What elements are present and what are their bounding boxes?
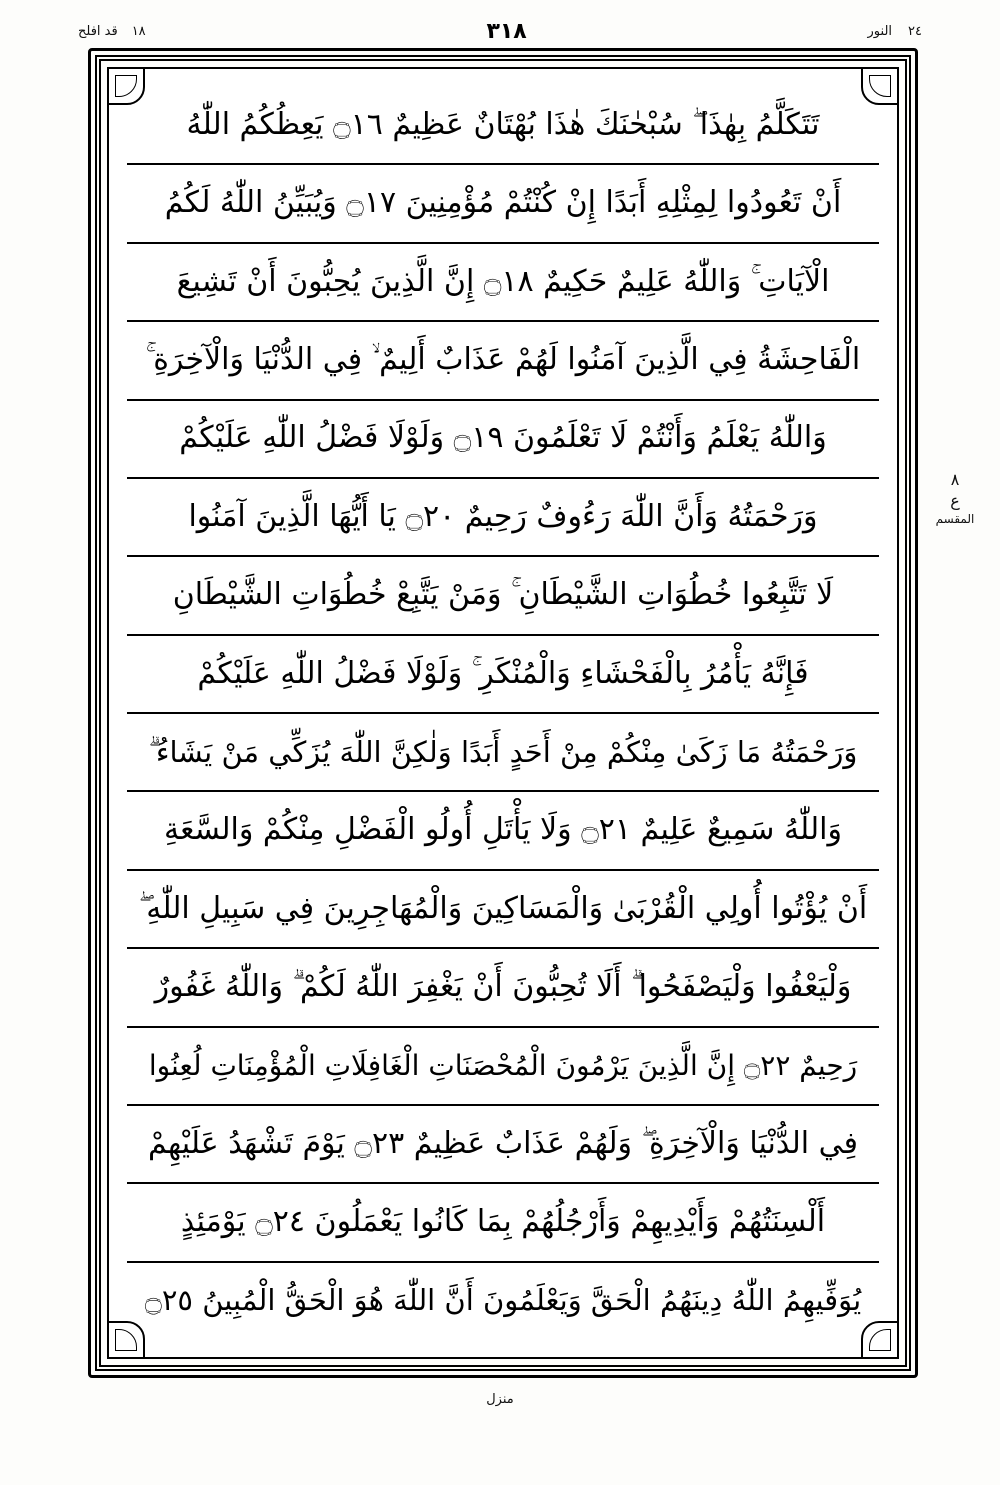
- para-name-label: قد افلح: [78, 23, 118, 39]
- text-line-content: رَحِيمٌ ۝٢٢ إِنَّ الَّذِينَ يَرْمُونَ الْمُحْصَنَاتِ الْغَافِلَاتِ الْمُؤْمِنَاتِ لُعِنُوا: [148, 1048, 858, 1082]
- text-line: [127, 87, 879, 165]
- text-line-content: يُوَفِّيهِمُ اللّٰهُ دِينَهُمُ الْحَقَّ وَيَعْلَمُونَ أَنَّ اللّٰهَ هُوَ الْحَقُّ الْمُبِينُ ۝٢٥: [144, 1283, 862, 1318]
- text-line: [127, 1028, 879, 1106]
- text-line: [127, 1263, 879, 1339]
- quran-text-block: [127, 87, 879, 1339]
- margin-ruku-note: [934, 470, 976, 527]
- text-line-content: الْآيَاتِ ۚ وَاللّٰهُ عَلِيمٌ حَكِيمٌ ۝١٨ إِنَّ الَّذِينَ يُحِبُّونَ أَنْ تَشِيعَ: [176, 263, 830, 299]
- text-line-content: وَلْيَعْفُوا وَلْيَصْفَحُوا ۗ أَلَا تُحِبُّونَ أَنْ يَغْفِرَ اللّٰهُ لَكُمْ ۗ وَاللّٰهُ غَفُورٌ: [154, 969, 852, 1005]
- text-area-frame: [107, 67, 899, 1359]
- text-line: [127, 1106, 879, 1184]
- text-line-content: تَتَكَلَّمُ بِهٰذَا ۖ سُبْحٰنَكَ هٰذَا بُهْتَانٌ عَظِيمٌ ۝١٦ يَعِظُكُمُ اللّٰهُ: [186, 106, 820, 142]
- text-line-content: لَا تَتَّبِعُوا خُطُوَاتِ الشَّيْطَانِ ۚ وَمَنْ يَتَّبِعْ خُطُوَاتِ الشَّيْطَانِ: [172, 577, 834, 613]
- page-footer: منزل: [486, 1392, 514, 1407]
- text-line-content: الْفَاحِشَةُ فِي الَّذِينَ آمَنُوا لَهُمْ عَذَابٌ أَلِيمٌ ۙ فِي الدُّنْيَا وَالْآخِرَةِ ۚ: [145, 342, 861, 378]
- text-line: [127, 949, 879, 1027]
- text-line: [127, 871, 879, 949]
- text-line: [127, 557, 879, 635]
- text-line: [127, 714, 879, 792]
- page-number: ٣١٨: [486, 18, 527, 44]
- text-line: [127, 1184, 879, 1262]
- text-line: [127, 401, 879, 479]
- text-line-content: فَإِنَّهُ يَأْمُرُ بِالْفَحْشَاءِ وَالْمُنْكَرِ ۚ وَلَوْلَا فَضْلُ اللّٰهِ عَلَيْكُمْ: [197, 655, 809, 691]
- text-line: [127, 244, 879, 322]
- header-para-group: [78, 25, 146, 38]
- text-line: [127, 322, 879, 400]
- surah-name-label: النور: [867, 23, 893, 39]
- para-number-label: ١٨: [131, 23, 146, 39]
- text-line-content: وَاللّٰهُ يَعْلَمُ وَأَنْتُمْ لَا تَعْلَمُونَ ۝١٩ وَلَوْلَا فَضْلُ اللّٰهِ عَلَيْكُمْ: [179, 420, 827, 456]
- text-line: [127, 165, 879, 243]
- margin-note-label: المقسم: [935, 511, 975, 526]
- text-line: [127, 792, 879, 870]
- text-line-content: وَرَحْمَتُهُ مَا زَكَىٰ مِنْكُمْ مِنْ أَحَدٍ أَبَدًا وَلٰكِنَّ اللّٰهَ يُزَكِّي مَنْ يَشَاءُ ۗ: [148, 734, 858, 769]
- text-line: [127, 479, 879, 557]
- page-border-frame: [88, 48, 918, 1378]
- margin-note-ain: ع: [950, 490, 960, 510]
- text-line-content: أَلْسِنَتُهُمْ وَأَيْدِيهِمْ وَأَرْجُلُهُمْ بِمَا كَانُوا يَعْمَلُونَ ۝٢٤ يَوْمَئِذٍ: [180, 1204, 826, 1240]
- text-line: [127, 636, 879, 714]
- text-line-content: أَنْ يُؤْتُوا أُولِي الْقُرْبَىٰ وَالْمَسَاكِينَ وَالْمُهَاجِرِينَ فِي سَبِيلِ اللّٰهِ ۖ: [138, 890, 868, 926]
- margin-note-number: ٨: [950, 470, 960, 489]
- text-line-content: فِي الدُّنْيَا وَالْآخِرَةِ ۖ وَلَهُمْ عَذَابٌ عَظِيمٌ ۝٢٣ يَوْمَ تَشْهَدُ عَلَيْهِمْ: [148, 1125, 858, 1161]
- text-line-content: وَاللّٰهُ سَمِيعٌ عَلِيمٌ ۝٢١ وَلَا يَأْتَلِ أُولُو الْفَضْلِ مِنْكُمْ وَالسَّعَةِ: [164, 812, 842, 848]
- header-surah-group: [868, 25, 922, 38]
- surah-number-label: ٢٤: [908, 23, 922, 39]
- text-line-content: وَرَحْمَتُهُ وَأَنَّ اللّٰهَ رَءُوفٌ رَحِيمٌ ۝٢٠ يَا أَيُّهَا الَّذِينَ آمَنُوا: [188, 498, 818, 534]
- text-line-content: أَنْ تَعُودُوا لِمِثْلِهِ أَبَدًا إِنْ كُنْتُمْ مُؤْمِنِينَ ۝١٧ وَيُبَيِّنُ اللّٰهُ لَكُمُ: [164, 185, 842, 221]
- page-header: [78, 14, 922, 48]
